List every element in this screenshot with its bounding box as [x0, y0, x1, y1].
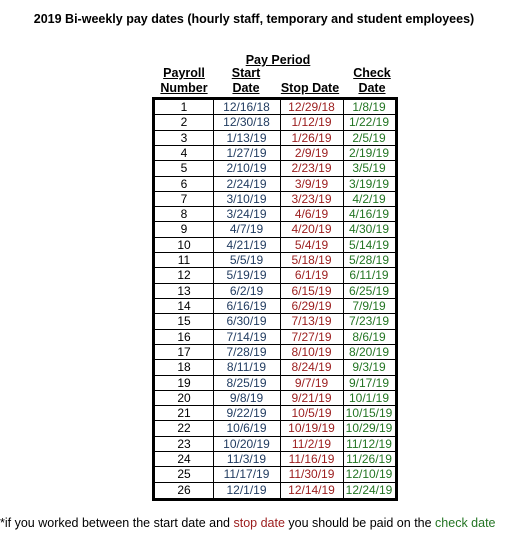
start-date-cell: 11/17/19 — [223, 467, 270, 482]
payroll-number-cell: 11 — [177, 253, 191, 268]
stop-date-cell: 11/2/19 — [291, 436, 332, 451]
footnote-text: *if you worked between the start date and — [0, 516, 234, 530]
page-title: 2019 Bi-weekly pay dates (hourly staff, temporary and student employees) — [33, 12, 475, 26]
stop-date-cell: 6/1/19 — [294, 268, 329, 283]
check-date-cell: 12/24/19 — [345, 482, 393, 497]
stop-date-cell: 11/16/19 — [288, 452, 335, 467]
check-date-cell: 4/30/19 — [348, 222, 390, 237]
start-date-header — [212, 66, 280, 96]
payroll-number-cell: 14 — [177, 299, 191, 313]
table-row — [155, 238, 395, 253]
table-row — [155, 253, 395, 268]
check-date-cell: 10/29/19 — [345, 421, 393, 436]
stop-date-cell: 8/10/19 — [291, 344, 332, 359]
start-date-cell: 6/30/19 — [226, 314, 267, 329]
stop-date-cell: 1/12/19 — [291, 115, 332, 130]
start-date-cell: 12/30/18 — [223, 115, 270, 130]
table-row — [155, 360, 395, 375]
payroll-number-cell: 21 — [177, 406, 191, 421]
payroll-number-cell: 17 — [177, 344, 191, 359]
stop-date-cell: 5/4/19 — [294, 237, 329, 252]
table-row — [155, 299, 395, 314]
check-date-header — [344, 66, 400, 96]
check-date-cell: 8/20/19 — [348, 344, 390, 359]
start-date-cell: 1/27/19 — [226, 145, 267, 160]
payroll-number-cell: 6 — [180, 176, 188, 191]
footnote-text: you should be paid on the — [284, 516, 436, 530]
start-date-cell: 6/16/19 — [226, 299, 267, 313]
check-date-cell: 6/11/19 — [349, 268, 389, 283]
stop-date-cell: 10/19/19 — [288, 421, 335, 436]
payroll-number-cell: 1 — [180, 100, 188, 114]
start-date-cell: 6/2/19 — [229, 283, 264, 298]
payroll-header-line2: Number — [160, 81, 208, 95]
start-date-cell: 2/24/19 — [226, 176, 267, 191]
check-date-cell: 12/10/19 — [345, 467, 393, 482]
payroll-number-cell: 5 — [180, 161, 188, 176]
stop-date-cell: 4/6/19 — [294, 207, 329, 222]
footnote-check-date: check date — [435, 516, 496, 530]
start-header-line2: Date — [232, 81, 260, 95]
stop-date-cell: 3/23/19 — [291, 191, 332, 206]
payroll-number-header — [152, 66, 216, 96]
payroll-number-cell: 3 — [180, 130, 188, 145]
table-row — [155, 376, 395, 391]
payroll-header-line1: Payroll — [163, 66, 205, 80]
start-date-cell: 8/11/19 — [226, 360, 267, 375]
stop-date-cell: 9/21/19 — [291, 390, 332, 405]
payroll-number-cell: 10 — [177, 237, 191, 252]
table-row — [155, 406, 395, 421]
footnote-stop-date: stop date — [233, 516, 285, 530]
check-date-cell: 4/16/19 — [348, 207, 390, 222]
table-row — [155, 222, 395, 237]
table-row — [155, 146, 395, 161]
table-row — [155, 437, 395, 452]
check-date-cell: 6/25/19 — [348, 283, 390, 298]
table-row — [155, 284, 395, 299]
start-date-cell: 12/1/19 — [226, 482, 267, 497]
table-row — [155, 314, 395, 329]
start-date-cell: 12/16/18 — [223, 100, 270, 114]
payroll-number-cell: 8 — [180, 207, 188, 222]
check-date-cell: 11/26/19 — [346, 452, 392, 467]
stop-date-cell: 9/7/19 — [294, 375, 329, 390]
table-row — [155, 131, 395, 146]
check-date-cell: 10/1/19 — [348, 390, 390, 405]
check-date-cell: 7/9/19 — [352, 299, 386, 313]
check-date-cell: 1/22/19 — [348, 115, 390, 130]
payroll-number-cell: 26 — [177, 482, 191, 497]
start-date-cell: 9/8/19 — [229, 390, 264, 405]
check-date-cell: 4/2/19 — [352, 191, 386, 206]
check-date-cell: 3/19/19 — [348, 176, 390, 191]
start-date-cell: 8/25/19 — [226, 375, 267, 390]
check-date-cell: 5/14/19 — [348, 237, 390, 252]
table-row — [155, 467, 395, 482]
check-header-line2: Date — [358, 81, 386, 95]
payroll-number-cell: 24 — [177, 452, 191, 467]
payroll-number-cell: 20 — [177, 390, 191, 405]
stop-date-cell: 2/9/19 — [294, 145, 329, 160]
check-date-cell: 9/17/19 — [348, 375, 390, 390]
table-row — [155, 177, 395, 192]
table-row — [155, 161, 395, 176]
start-date-cell: 10/20/19 — [223, 436, 270, 451]
table-row — [155, 207, 395, 222]
start-date-cell: 1/13/19 — [226, 130, 267, 145]
start-date-cell: 5/5/19 — [229, 253, 264, 268]
payroll-number-cell: 16 — [177, 329, 191, 344]
check-date-cell: 10/15/19 — [345, 406, 393, 421]
payroll-number-cell: 9 — [180, 222, 188, 237]
payroll-number-cell: 25 — [177, 467, 191, 482]
stop-date-header: Stop Date — [280, 81, 340, 95]
payroll-number-cell: 19 — [177, 375, 191, 390]
payroll-number-cell: 12 — [177, 268, 191, 283]
table-row — [155, 100, 395, 115]
check-date-cell: 5/28/19 — [348, 253, 390, 268]
pay-period-header: Pay Period — [245, 53, 311, 67]
payroll-number-cell: 13 — [177, 283, 191, 298]
table-row — [155, 268, 395, 283]
check-date-cell: 9/3/19 — [352, 360, 386, 375]
stop-date-cell: 2/23/19 — [291, 161, 332, 176]
pay-dates-table — [152, 97, 398, 501]
stop-date-cell: 7/27/19 — [291, 329, 332, 344]
footnote — [0, 516, 496, 530]
payroll-number-cell: 4 — [180, 145, 188, 160]
start-date-cell: 11/3/19 — [226, 452, 267, 467]
payroll-number-cell: 23 — [177, 436, 191, 451]
payroll-number-cell: 15 — [177, 314, 191, 329]
stop-date-cell: 1/26/19 — [291, 130, 332, 145]
start-header-line1: Start — [231, 66, 261, 80]
start-date-cell: 7/14/19 — [226, 329, 267, 344]
start-date-cell: 5/19/19 — [226, 268, 267, 283]
stop-date-cell: 11/30/19 — [288, 467, 335, 482]
payroll-number-cell: 2 — [180, 115, 188, 130]
check-date-cell: 7/23/19 — [348, 314, 390, 329]
payroll-number-cell: 7 — [180, 191, 188, 206]
stop-date-cell: 3/9/19 — [294, 176, 329, 191]
stop-date-cell: 6/29/19 — [291, 299, 332, 313]
stop-date-cell: 6/15/19 — [291, 283, 332, 298]
payroll-number-cell: 22 — [177, 421, 191, 436]
payroll-number-cell: 18 — [177, 360, 191, 375]
check-date-cell: 8/6/19 — [352, 329, 386, 344]
table-row — [155, 192, 395, 207]
check-date-cell: 2/5/19 — [352, 130, 386, 145]
table-row — [155, 391, 395, 406]
table-row — [155, 115, 395, 130]
start-date-cell: 3/10/19 — [226, 191, 267, 206]
table-row — [155, 330, 395, 345]
stop-date-cell: 12/29/18 — [288, 100, 335, 114]
check-date-cell: 3/5/19 — [352, 161, 386, 176]
table-row — [155, 483, 395, 498]
stop-date-cell: 12/14/19 — [288, 482, 335, 497]
stop-date-cell: 7/13/19 — [291, 314, 332, 329]
start-date-cell: 3/24/19 — [226, 207, 267, 222]
stop-date-cell: 8/24/19 — [291, 360, 332, 375]
stop-date-cell: 4/20/19 — [291, 222, 332, 237]
stop-date-cell: 10/5/19 — [291, 406, 332, 421]
check-date-cell: 2/19/19 — [348, 145, 390, 160]
start-date-cell: 10/6/19 — [226, 421, 267, 436]
start-date-cell: 2/10/19 — [226, 161, 267, 176]
check-date-cell: 11/12/19 — [346, 436, 392, 451]
start-date-cell: 7/28/19 — [226, 344, 267, 359]
table-row — [155, 452, 395, 467]
check-date-cell: 1/8/19 — [352, 100, 386, 114]
check-header-line1: Check — [353, 66, 391, 80]
table-row — [155, 421, 395, 436]
start-date-cell: 4/21/19 — [226, 237, 267, 252]
stop-date-cell: 5/18/19 — [291, 253, 332, 268]
start-date-cell: 4/7/19 — [229, 222, 264, 237]
start-date-cell: 9/22/19 — [226, 406, 267, 421]
table-row — [155, 345, 395, 360]
